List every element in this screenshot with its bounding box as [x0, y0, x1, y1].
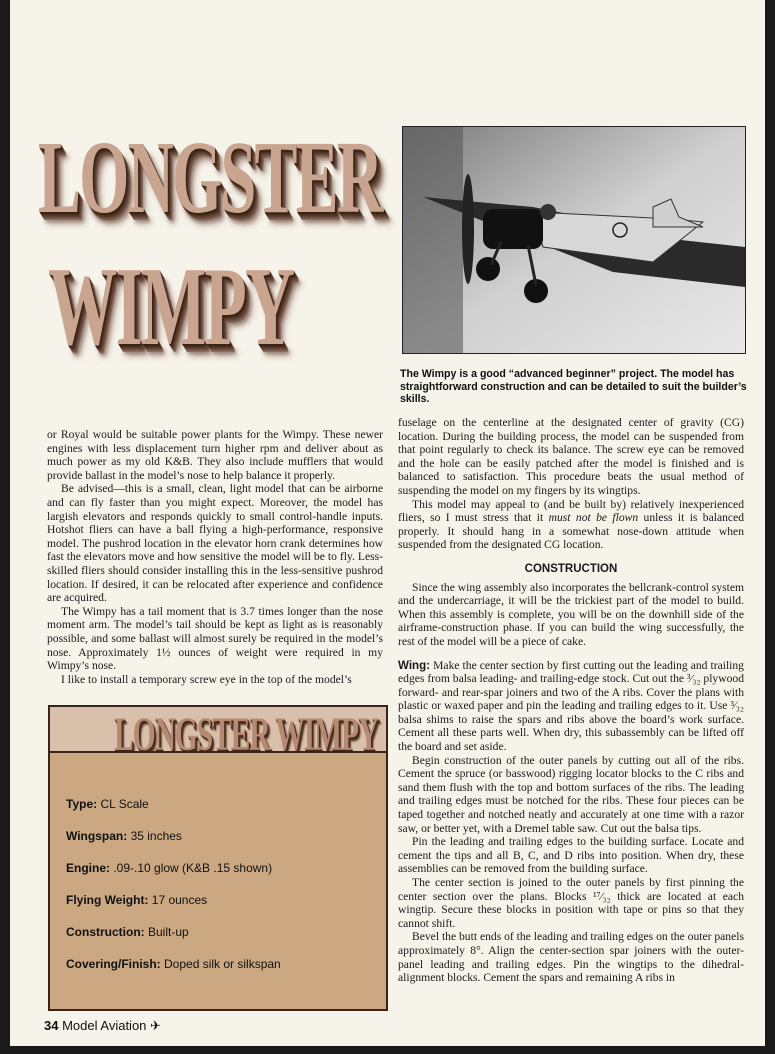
page-footer: [44, 1018, 161, 1034]
emphasis-text: must not be flown: [548, 511, 639, 525]
construction-heading: CONSTRUCTION: [524, 562, 618, 575]
paragraph: The Wimpy has a tail moment that is 3.7 times longer than the nose moment arm. The model’s tail should be kept as light as is reasonably possible, and some ballast will almost surely be required in the model’s nose. Approximately 1½ ounces of weight were required in my Wimpy’s nose.: [47, 604, 383, 673]
paragraph: This model may appeal to (and be built by) relatively inexperienced fliers, so I must stress that it must not be flown unless it is balanced properly. It should hang in a somewhat nose-down attitude when suspended from the designated CG location.: [398, 497, 745, 552]
left-column: [47, 428, 383, 686]
spec-row-engine: Engine: .09-.10 glow (K&B .15 shown): [66, 861, 273, 875]
paragraph: fuselage on the centerline at the designated center of gravity (CG) location. During the building process, the model can be suspended from that point regularly to check its balance. The screw eye can be removed and the hole can be easily patched after the model is finished and is balanced to satisfaction. This procedure beats the usual method of suspending the model on my fingers by its wingtips.: [398, 416, 744, 497]
title-line-2: WIMPY: [48, 245, 294, 369]
paragraph: Wing: Make the center section by first cutting out the leading and trailing edges from balsa leading- and trailing-edge stock. Cut out the ³⁄₃₂ plywood forward- and rear-spar joiners and two of the A ribs. Cover the plans with plastic or waxed paper and pin the leading and trailing edges to it. Use ³⁄₃₂ balsa shims to raise the spars and ribs above the board’s work surface. Cement all these parts well. When dry, this subassembly can be lifted off the board and set aside.: [398, 658, 744, 754]
paragraph: The center section is joined to the outer panels by first pinning the center section over the plans. Blocks ¹⁷⁄₃₂ thick are located at each wingtip. Secure these blocks in position with tape or pins so that they cannot shift.: [398, 876, 744, 930]
paragraph: I like to install a temporary screw eye in the top of the model’s: [61, 672, 352, 686]
spec-row-flying-weight: Flying Weight: 17 ounces: [66, 893, 208, 907]
page-number: 34: [44, 1018, 59, 1033]
spec-box-header: [50, 707, 386, 753]
spec-row-covering: Covering/Finish: Doped silk or silkspan: [66, 957, 281, 971]
paragraph: Begin construction of the outer panels by cutting out all of the ribs. Cement the spruce (or basswood) rigging locator blocks to the C ribs and sand them flush with the top and bottom surfaces of the ribs. The leading and trailing edges must be notched for the ribs. These four pieces can be taped together and notched neatly and accurately at one time with a razor saw, or better yet, with a Dremel table saw. Cut out the balsa tips.: [398, 753, 744, 835]
paragraph: or Royal would be suitable power plants for the Wimpy. These newer engines with less displacement turn higher rpm and deliver about as much power as my old K&B. They also include mufflers that would provide ballast in the model’s nose to help balance it properly.: [47, 428, 383, 482]
title-line-1: LONGSTER: [38, 120, 382, 235]
spec-row-wingspan: Wingspan: 35 inches: [66, 829, 182, 843]
spec-row-type: Type: CL Scale: [66, 797, 149, 811]
airplane-photo: [402, 126, 746, 354]
right-column: [398, 416, 744, 985]
magazine-page: [10, 0, 765, 1046]
paragraph: Bevel the butt ends of the leading and trailing edges on the outer panels approximately 8°. Align the center-section spar joiners with the outer-panel leading and trailing edges. Pin the wingtips to the dihedral-alignment blocks. Cement the spars and remaining A ribs in: [398, 930, 744, 985]
wing-runin-label: Wing:: [398, 658, 431, 672]
paragraph: Be advised—this is a small, clean, light model that can be airborne and can fly faster than you might expect. Moreover, the model has largish elevators and responds quickly to small control-handle inputs. Hotshot fliers can have a ball flying a high-performance, responsive model. The pushrod location in the elevator horn crank determines how fast the elevators move and how sensitive the model will be to fly. Less-skilled fliers should consider installing this in the less-sensitive pushrod location. If desired, it can be relocated after experience and confidence are acquired.: [47, 482, 383, 605]
magazine-name: Model Aviation: [62, 1018, 147, 1033]
airplane-photo-illustration: [403, 127, 745, 353]
photo-caption: The Wimpy is a good “advanced beginner” project. The model has straightforward construction and can be detailed to suit the builder’s skills.: [400, 368, 747, 405]
paragraph: Since the wing assembly also incorporates the bellcrank-control system and the undercarriage, it will be the trickiest part of the model to build. When this assembly is complete, you will be on the downhill side of the airframe-construction phase. If you can build the wing successfully, the rest of the model will be a piece of cake.: [398, 580, 744, 648]
spec-box-title: LONGSTER WIMPY: [114, 708, 379, 753]
spec-row-construction: Construction: Built-up: [66, 925, 189, 939]
paragraph: Pin the leading and trailing edges to the building surface. Locate and cement the tips and all B, C, and D ribs into position. When dry, these assemblies can be removed from the building surface.: [398, 835, 744, 876]
spec-box: [48, 705, 388, 1011]
airplane-icon: ✈: [150, 1018, 161, 1033]
